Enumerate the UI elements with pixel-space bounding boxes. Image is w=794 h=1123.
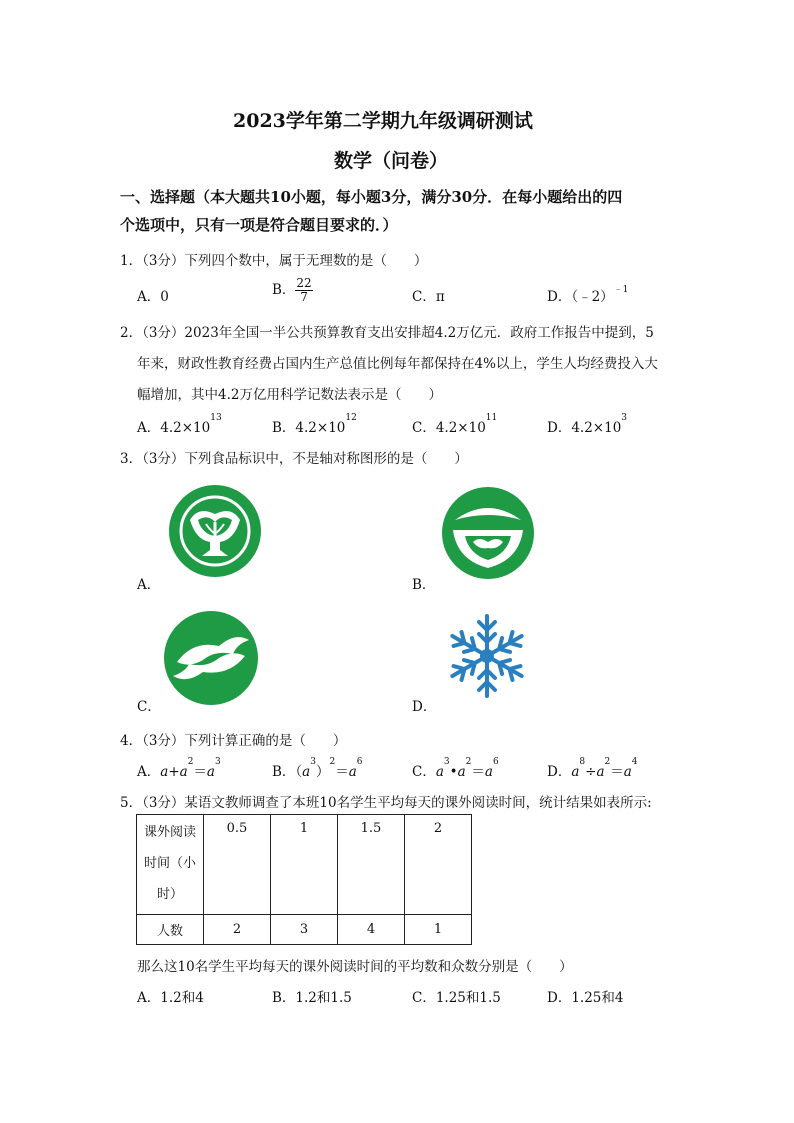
q1-option-b [272, 277, 313, 304]
q2-option-c-base: C．4.2×10 [412, 420, 486, 436]
fraction-denominator: 7 [300, 290, 308, 304]
q1-option-b-label: B． [272, 282, 296, 298]
exponent: 2 [604, 757, 611, 767]
q4-option-a-label: A． [137, 764, 161, 780]
q2-option-b [272, 413, 357, 436]
table-cell: 1 [271, 815, 338, 915]
variable: a [348, 764, 357, 780]
table-cell: 1.5 [338, 815, 405, 915]
q3-stem: 3．（3分）下列食品标识中，不是轴对称图形的是（ ） [120, 451, 468, 467]
table-cell: 4 [338, 915, 405, 945]
q4-option-b [272, 757, 363, 780]
header-line: 时） [156, 887, 183, 902]
q2-line2: 年来，财政性教育经费占国内生产总值比例每年都保持在4%以上，学生人均经费投入大 [137, 356, 658, 372]
q2-option-c [412, 413, 498, 436]
q3-option-d: D． [412, 699, 437, 715]
q1-option-d [547, 285, 628, 305]
q2-option-a [137, 413, 222, 436]
operator: ÷ [585, 764, 597, 780]
exponent: 6 [492, 757, 499, 767]
equals: ＝ [335, 764, 349, 780]
q4-option-c [412, 757, 499, 780]
operator: + [168, 764, 180, 780]
table-cell: 2 [204, 915, 271, 945]
fraction [295, 277, 312, 304]
table-cell: 1 [405, 915, 472, 945]
q5-option-a: A．1.2和4 [137, 990, 204, 1006]
logo-a-icon [168, 484, 262, 578]
q2-option-b-exponent: 12 [345, 413, 357, 423]
table-header-cell [137, 815, 204, 915]
variable: a [435, 764, 444, 780]
q1-stem: 1．（3分）下列四个数中，属于无理数的是（ ） [120, 253, 428, 269]
q1-option-d-exponent: ﹣1 [613, 285, 629, 295]
q3-option-b: B． [412, 577, 436, 593]
exponent: 3 [214, 757, 221, 767]
q2-option-d-exponent: 3 [621, 413, 628, 423]
page-subtitle: 数学（问卷） [334, 150, 449, 172]
q2-option-c-exponent: 11 [485, 413, 498, 423]
equals: ＝ [193, 764, 207, 780]
logo-c-icon [163, 610, 259, 706]
fraction-numerator: 22 [296, 276, 312, 290]
exponent: 2 [329, 757, 336, 767]
variable: a [484, 764, 493, 780]
snowflake-icon [444, 612, 530, 700]
q2-line1: 2．（3分）2023年全国一半公共预算教育支出安排超4.2万亿元．政府工作报告中提到，5 [120, 325, 654, 341]
exponent: 6 [356, 757, 363, 767]
table-row [137, 815, 472, 915]
exponent: 2 [465, 757, 472, 767]
table-row-label: 人数 [137, 915, 204, 945]
variable: a [457, 764, 466, 780]
variable: a [160, 764, 169, 780]
paren: ） [315, 764, 330, 780]
q4-option-d [547, 757, 638, 780]
header-line: 课外阅读 [143, 825, 196, 840]
variable: a [302, 764, 311, 780]
q4-option-a [137, 757, 221, 780]
exponent: 3 [443, 757, 450, 767]
q1-option-d-base: D．（﹣2） [547, 289, 614, 305]
operator: • [449, 764, 458, 780]
section-heading-line1: 一、选择题（本大题共10小题，每小题3分，满分30分．在每小题给出的四 [120, 188, 623, 206]
logo-b-icon [441, 486, 535, 580]
q4-option-d-label: D． [547, 764, 572, 780]
q5-option-b: B．1.2和1.5 [272, 990, 352, 1006]
section-heading-line2: 个选项中，只有一项是符合题目要求的．） [120, 216, 398, 234]
table-cell: 3 [271, 915, 338, 945]
variable: a [179, 764, 188, 780]
variable: a [571, 764, 580, 780]
q2-line3: 幅增加，其中4.2万亿用科学记数法表示是（ ） [137, 387, 442, 403]
q3-option-c: C． [137, 699, 161, 715]
header-line: 时间（小 [143, 856, 196, 871]
q2-option-b-base: B．4.2×10 [272, 420, 346, 436]
reading-time-table [136, 814, 472, 945]
q2-option-a-base: A．4.2×10 [137, 420, 211, 436]
table-cell: 2 [405, 815, 472, 915]
exponent: 8 [579, 757, 586, 767]
q1-option-c: C．π [412, 289, 445, 305]
exponent: 3 [310, 757, 316, 767]
page-title: 2023学年第二学期九年级调研测试 [233, 110, 533, 132]
q1-option-a: A．0 [137, 289, 169, 305]
exponent: 2 [187, 757, 194, 767]
equals: ＝ [471, 764, 485, 780]
exponent: 4 [631, 757, 638, 767]
q2-option-a-exponent: 13 [210, 413, 222, 423]
q5-option-d: D．1.25和4 [547, 990, 624, 1006]
table-cell: 0.5 [204, 815, 271, 915]
q2-option-d-base: D．4.2×10 [547, 420, 622, 436]
q5-question: 那么这10名学生平均每天的课外阅读时间的平均数和众数分别是（ ） [137, 959, 573, 975]
table-row [137, 915, 472, 945]
equals: ＝ [610, 764, 624, 780]
q4-option-c-label: C． [412, 764, 436, 780]
variable: a [623, 764, 632, 780]
q4-option-b-label: B．（ [272, 764, 303, 780]
q5-stem: 5．（3分）某语文教师调查了本班10名学生平均每天的课外阅读时间，统计结果如表所示: [120, 795, 652, 811]
q2-option-d [547, 413, 628, 436]
q3-option-a: A． [137, 577, 161, 593]
variable: a [596, 764, 605, 780]
q4-stem: 4．（3分）下列计算正确的是（ ） [120, 733, 347, 749]
variable: a [206, 764, 215, 780]
q5-option-c: C．1.25和1.5 [412, 990, 501, 1006]
